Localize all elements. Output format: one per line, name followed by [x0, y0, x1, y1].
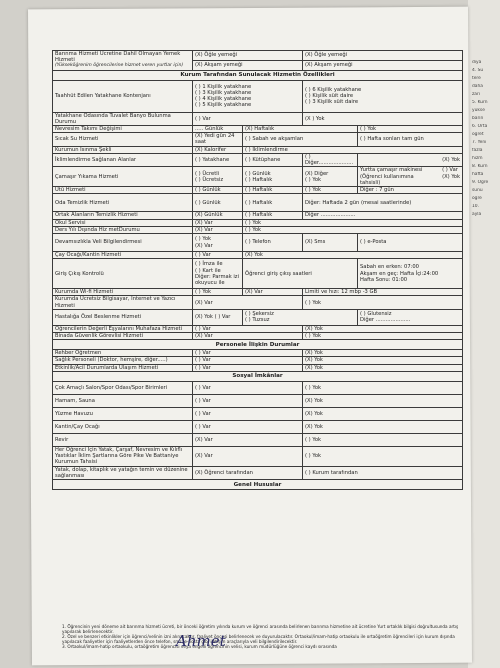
laundry-machine: Yurtta çamaşır makinesi (Öğrenci kullanımına tahsisli) ( ) Var (X) Yok	[358, 167, 463, 187]
laundry-other: (X) Diğer ( ) Yok	[303, 167, 358, 187]
ironing-daily: ( ) Günlük	[193, 187, 243, 194]
laundry-label: Çamaşır Yıkama Hizmeti	[53, 167, 193, 187]
adjacent-page-fragment: sunu	[472, 188, 483, 193]
off-term-label: Ders Yılı Dışında Hiz metDurumu	[53, 226, 193, 233]
laundry-freq: ( ) Günlük ( ) Haftalık	[243, 167, 303, 187]
adjacent-page-fragment: hizm	[472, 156, 483, 161]
common-cleaning-weekly: ( ) Haftalık	[243, 212, 303, 219]
canteen2-no: (X) Yok	[303, 420, 463, 433]
wifi-limit: Limiti ve hızı: 12 mbp -3 GB	[303, 289, 463, 296]
adjacent-page-fragment: oğre	[472, 196, 482, 201]
ironing-weekly: ( ) Haftalık	[243, 187, 303, 194]
toilet-no: (X ) Yok	[303, 112, 463, 125]
section-social: Sosyal İmkânlar	[53, 371, 463, 381]
absence-sms: (X) Sms	[303, 234, 358, 252]
canteen-yes: ( ) Var	[193, 252, 243, 259]
room-cleaning-weekly: ( ) Haftalık	[243, 194, 303, 212]
sports-no: ( ) Yok	[303, 381, 463, 394]
bedding-supply-label: Her Öğrenci İçin Yatak, Çarşaf, Nevresim ve Kılıflı Yastıklar İklim Şartlarına Göre Pike Ve Battaniye Kurumun Tahsisi	[53, 446, 193, 466]
transport-label: Etkinlik/Acil Durumlarda Ulaşım Hizmeti	[53, 364, 193, 371]
counselor-yes: ( ) Var	[193, 350, 303, 357]
health-staff-no: (X) Yok	[303, 357, 463, 364]
adjacent-page-fragment: hafta	[472, 172, 484, 177]
bedding-none: ( ) Yok	[358, 126, 463, 133]
climate-other: ( ) Diğer.....................	[303, 153, 358, 166]
school-bus-yes: (X) Var	[193, 219, 243, 226]
adjacent-page-fragment: öğret	[472, 132, 484, 137]
note-3: 3. Ortaokul/imam-hatip ortaokulu, ortaöğretim öğrencisi veya engelli öğrencinin velisi, kurum müdürlüğüne öğrenci kaydı sırasında	[62, 644, 337, 649]
adjacent-page-fragment: yükse	[472, 108, 485, 113]
entry-control-methods: ( ) İmza ile ( ) Kart ile Diğer: Parmak izi okuyucu ile	[193, 259, 243, 289]
meal-label-cell: Barınma Hizmeti Ücretine Dahil Olmayan Yemek Hizmeti (Yükseköğrenim öğrencilerine hizmet veren yurtlar için)	[53, 51, 193, 71]
adjacent-page-fragment: 4. Su	[472, 68, 484, 73]
common-cleaning-label: Ortak Alanların Temizlik Hizmeti	[53, 212, 193, 219]
meal-dinner-a: (X) Akşam yemeği	[193, 60, 303, 70]
valuables-no: (X) Yok	[303, 325, 463, 332]
general-notes	[62, 624, 462, 649]
hot-water-label: Sıcak Su Hizmeti	[53, 133, 193, 146]
computer-label: Kurumda Ücretsiz Bilgisayar, İnternet ve Yazıcı Hizmeti	[53, 296, 193, 309]
adjacent-page-fragment: ayla	[472, 212, 482, 217]
security-label: Binada Güvenlik Görevlisi Hizmeti	[53, 333, 193, 340]
entry-hours-values: Sabah en erken: 07:00 Akşam en geç: Hafta İçi:24:00 Hafta Sonu: 01:00	[358, 259, 463, 289]
adjacent-page-fragment: 8. Kurn	[472, 164, 488, 169]
counselor-label: Rehber Öğretmen	[53, 350, 193, 357]
sauna-label: Hamam, Sauna	[53, 394, 193, 407]
dorm-capacity-options-b: ( ) 6 Kişilik yatakhane ( ) Kişilik süit daire ( ) 3 Kişilik süit daire	[303, 80, 463, 112]
off-term-yes: (X) Var	[193, 226, 243, 233]
pool-yes: ( ) Var	[193, 407, 303, 420]
hot-water-weekend: ( ) Hafta sonları tam gün	[358, 133, 463, 146]
canteen2-yes: ( ) Var	[193, 420, 303, 433]
adjacent-page-fragment: 10.	[472, 204, 479, 209]
sauna-yes: ( ) Var	[193, 394, 303, 407]
laundry-fee: ( ) Ücretli ( ) Ücretsiz	[193, 167, 243, 187]
hot-water-am-pm: ( ) Sabah ve akşamları	[243, 133, 358, 146]
ironing-none: ( ) Yok	[303, 187, 358, 194]
wifi-label: Kurumda Wi-fi Hizmeti	[53, 289, 193, 296]
toilet-label: Yatakhane Odasında Tuvalet Banyo Bulunma Durumu	[53, 112, 193, 125]
adjacent-page-fragment: 7. Yeni	[472, 140, 487, 145]
sauna-no: (X) Yok	[303, 394, 463, 407]
counselor-no: (X) Yok	[303, 350, 463, 357]
pool-label: Yüzme Havuzu	[53, 407, 193, 420]
furniture-institution: ( ) Kurum tarafından	[303, 466, 463, 479]
adjacent-page-fragment: 6. Orta	[472, 124, 488, 129]
bedding-weekly: (X) Haftalık	[243, 126, 358, 133]
note-1: 1. Öğrencinin yeni döneme ait barınma hizmeti ücreti, bir önceki öğretim yılında kurum ve öğrenci arasında belirlenen barınma hizmetine ait ücretine Yurt ortaklık bilgisi doğrultusunda artış yapılarak belirlenecektir.	[62, 624, 459, 634]
dorm-capacity-label: Taahhüt Edilen Yatakhane Kontenjanı	[53, 80, 193, 112]
furniture-label: Yatak, dolap, kitaplık ve yatağın temin ve düzenine sağlanması	[53, 466, 193, 479]
canteen-no: (X) Yok	[243, 252, 463, 259]
adjacent-page-fragment: tere	[472, 76, 481, 81]
toilet-yes: ( ) Var	[193, 112, 303, 125]
health-staff-yes: ( ) Var	[193, 357, 303, 364]
diet-types-b: ( ) Glutensiz Diğer .....................	[358, 309, 463, 325]
diet-status: (X) Yok ( ) Var	[193, 309, 243, 325]
transport-no: (X) Yok	[303, 364, 463, 371]
ironing-label: Ütü Hizmeti	[53, 187, 193, 194]
computer-yes: (X) Var	[193, 296, 303, 309]
meal-lunch-a: (X) Öğle yemeği	[193, 51, 303, 61]
health-staff-label: Sağlık Personeli (Doktor, hemşire, diğer.....)	[53, 357, 193, 364]
heating-climate: ( ) İklimlendirme	[243, 146, 463, 153]
section-staff: Personele İlişkin Durumlar	[53, 340, 463, 350]
canteen-label: Çay Ocağı/Kantin Hizmeti	[53, 252, 193, 259]
adjacent-page-fragment: diya	[472, 60, 482, 65]
climate-library: ( ) Kütüphane	[243, 153, 303, 166]
sports-label: Çok Amaçlı Salon/Spor Odası/Spor Birimleri	[53, 381, 193, 394]
school-bus-label: Okul Servisi	[53, 219, 193, 226]
infirmary-yes: (X) Var	[193, 433, 303, 446]
wifi-yes: (X) Var	[243, 289, 303, 296]
bedding-change-label: Nevresim Takımı Değişimi	[53, 126, 193, 133]
service-form-table	[52, 50, 463, 490]
furniture-student: (X) Öğrenci tarafından	[193, 466, 303, 479]
room-cleaning-other: Diğer: Haftada 2 gün (mesai saatlerinde)	[303, 194, 463, 212]
absence-notify-label: Devamsızlıkla Veli Bilgilendirmesi	[53, 234, 193, 252]
computer-no: ( ) Yok	[303, 296, 463, 309]
adjacent-page-fragment: barın	[472, 116, 484, 121]
entry-control-label: Giriş Çıkış Kontrolü	[53, 259, 193, 289]
wifi-no: ( ) Yok	[193, 289, 243, 296]
adjacent-page-fragment: 9. Öğre	[472, 180, 489, 185]
off-term-no: ( ) Yok	[243, 226, 463, 233]
absence-phone: ( ) Telefon	[243, 234, 303, 252]
section-general: Genel Hususlar	[53, 480, 463, 490]
adjacent-page-fragment: zarı	[472, 92, 481, 97]
adjacent-page-fragment: fazla	[472, 148, 483, 153]
section-institution-services: Kurum Tarafından Sunulacak Hizmetin Özellikleri	[53, 70, 463, 80]
absence-email: ( ) e-Posta	[358, 234, 463, 252]
ironing-other: Diğer : 7 gün	[358, 187, 463, 194]
handwritten-signature: Ahmet	[176, 632, 226, 650]
dorm-capacity-options-a: ( ) 1 Kişilik yatakhane ( ) 3 Kişilik yatakhane ( ) 4 Kişilik yatakhane ( ) 5 Kişilik yatakhane	[193, 80, 303, 112]
absence-notify-status: ( ) Yok (X) Var	[193, 234, 243, 252]
bedding-supply-no: ( ) Yok	[303, 446, 463, 466]
entry-hours-label: Öğrenci giriş çıkış saatleri	[243, 259, 358, 289]
infirmary-label: Revir	[53, 433, 193, 446]
heating-radiator: (X) Kalorifer	[193, 146, 243, 153]
adjacent-page-fragment: daha	[472, 84, 483, 89]
sports-yes: ( ) Var	[193, 381, 303, 394]
room-cleaning-daily: ( ) Günlük	[193, 194, 243, 212]
adjacent-page-fragment: 5. Kurn	[472, 100, 488, 105]
meal-dinner-b: (X) Akşam yemeği	[303, 60, 463, 70]
diet-label: Hastalığa Özel Beslenme Hizmeti	[53, 309, 193, 325]
climate-dorm: ( ) Yatakhane	[193, 153, 243, 166]
valuables-yes: ( ) Var	[193, 325, 303, 332]
bedding-supply-yes: (X) Var	[193, 446, 303, 466]
canteen2-label: Kantin/Çay Ocağı	[53, 420, 193, 433]
valuables-label: Öğrencilerin Değerli Eşyalarını Muhafaza Hizmeti	[53, 325, 193, 332]
meal-lunch-b: (X) Öğle yemeği	[303, 51, 463, 61]
school-bus-no: ( ) Yok	[243, 219, 463, 226]
climate-areas-label: İklimlendirme Sağlanan Alanlar	[53, 153, 193, 166]
heating-label: Kurumun Isınma Şekli	[53, 146, 193, 153]
common-cleaning-other: Diğer .....................	[303, 212, 463, 219]
transport-yes: ( ) Var	[193, 364, 303, 371]
climate-none: (X) Yok	[358, 153, 463, 166]
security-yes: (X) Var	[193, 333, 303, 340]
hot-water-24h: (X) Yedi gün 24 saat	[193, 133, 243, 146]
note-2: 2. Özel ve benzeri etkinlikler için öğrenci/velinin izni alınacaktır, faaliyet öncesi belirlenecek ve duyurulacaktır. Ortaokul/imam-hatip ortaokulu ile ortaöğretim öğrencileri için kurum dışında yapılacak faaliyetler için faaliyetlerden önce telefon, sms, e-posta gibi iletişim araçlarıyla veli bilgilendirilecektir.	[62, 634, 455, 644]
diet-types-a: ( ) Şekersiz ( ) Tuzsuz	[243, 309, 358, 325]
common-cleaning-daily: (X) Günlük	[193, 212, 243, 219]
room-cleaning-label: Oda Temizlik Hizmeti	[53, 194, 193, 212]
bedding-daily: ..... Günlük	[193, 126, 243, 133]
infirmary-no: ( ) Yok	[303, 433, 463, 446]
security-no: ( ) Yok	[303, 333, 463, 340]
pool-no: (X) Yok	[303, 407, 463, 420]
